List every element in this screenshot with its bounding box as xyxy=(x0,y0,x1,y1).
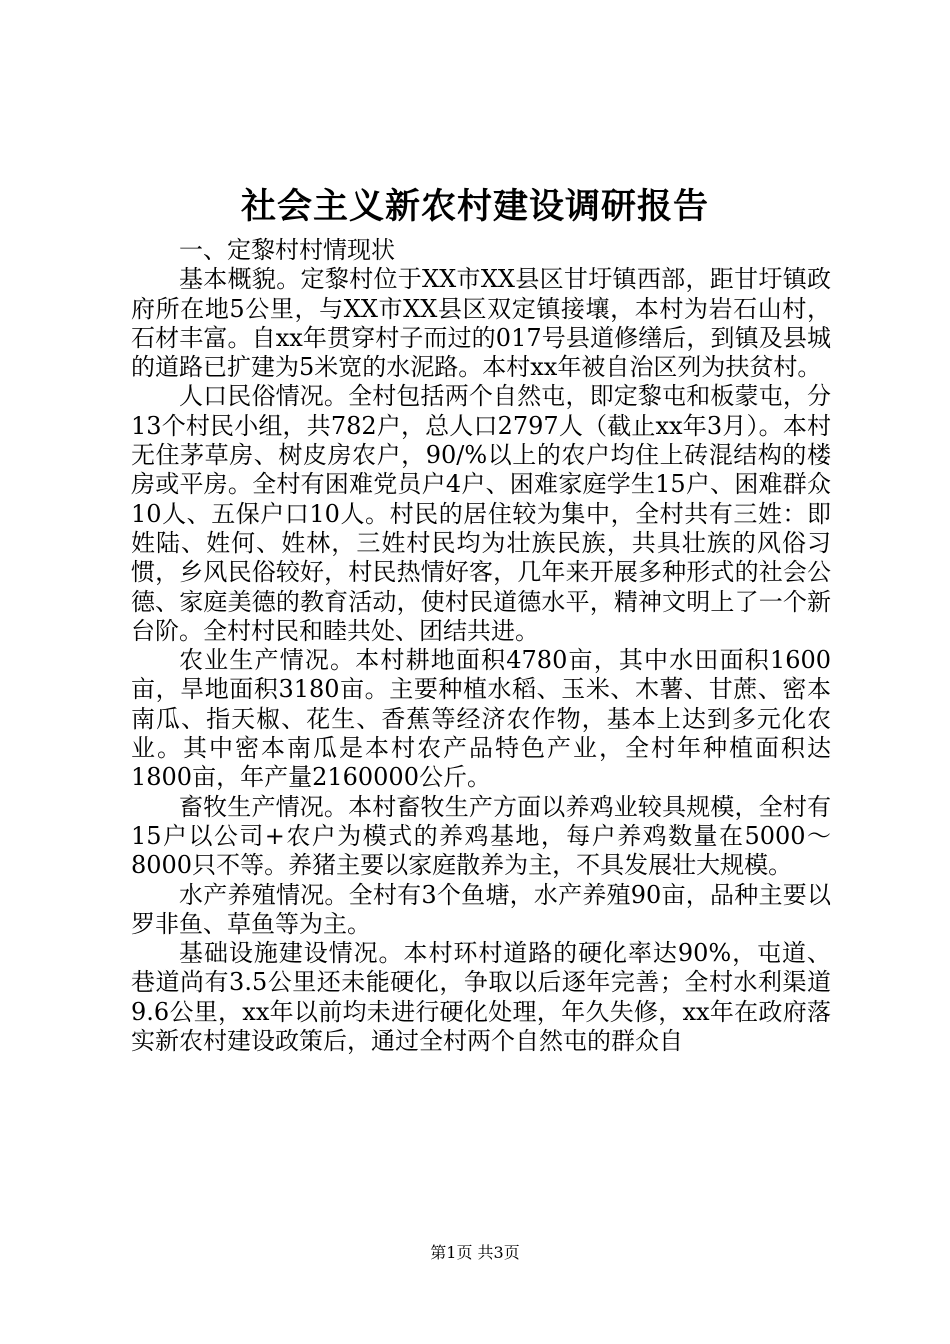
page-title: 社会主义新农村建设调研报告 xyxy=(240,186,709,227)
paragraph-livestock: 畜牧生产情况。本村畜牧生产方面以养鸡业较具规模，全村有15户以公司+农户为模式的养鸡基地，每户养鸡数量在5000～8000只不等。养猪主要以家庭散养为主，不具发展壮大规模。 xyxy=(131,792,831,880)
paragraph-overview: 基本概貌。定黎村位于XX市XX县区甘圩镇西部，距甘圩镇政府所在地5公里，与XX市XX县区双定镇接壤，本村为岩石山村，石材丰富。自xx年贯穿村子而过的017号县道修缮后，到镇及县城的道路已扩建为5米宽的水泥路。本村xx年被自治区列为扶贫村。 xyxy=(131,265,831,382)
document-body xyxy=(131,236,831,1056)
paragraph-aquaculture: 水产养殖情况。全村有3个鱼塘，水产养殖90亩，品种主要以罗非鱼、草鱼等为主。 xyxy=(131,880,831,938)
page-footer: 第1页 共3页 xyxy=(430,1243,520,1262)
paragraph-population: 人口民俗情况。全村包括两个自然屯，即定黎屯和板蒙屯，分13个村民小组，共782户，总人口2797人（截止xx年3月）。本村无住茅草房、树皮房农户，90/%以上的农户均住上砖混结构的楼房或平房。全村有困难党员户4户、困难家庭学生15户、困难群众10人、五保户口10人。村民的居住较为集中，全村共有三姓：即姓陆、姓何、姓林，三姓村民均为壮族民族，共具壮族的风俗习惯，乡风民俗较好，村民热情好客，几年来开展多种形式的社会公德、家庭美德的教育活动，使村民道德水平，精神文明上了一个新台阶。全村村民和睦共处、团结共进。 xyxy=(131,382,831,645)
paragraph-agriculture: 农业生产情况。本村耕地面积4780亩，其中水田面积1600亩，旱地面积3180亩。主要种植水稻、玉米、木薯、甘蔗、密本南瓜、指天椒、花生、香蕉等经济农作物，基本上达到多元化农业。其中密本南瓜是本村农产品特色产业，全村年种植面积达1800亩，年产量2160000公斤。 xyxy=(131,646,831,792)
section-heading: 一、定黎村村情现状 xyxy=(179,236,395,264)
paragraph-infrastructure: 基础设施建设情况。本村环村道路的硬化率达90%，屯道、巷道尚有3.5公里还未能硬化，争取以后逐年完善；全村水利渠道9.6公里，xx年以前均未进行硬化处理，年久失修，xx年在政府落实新农村建设政策后，通过全村两个自然屯的群众自 xyxy=(131,939,831,1056)
